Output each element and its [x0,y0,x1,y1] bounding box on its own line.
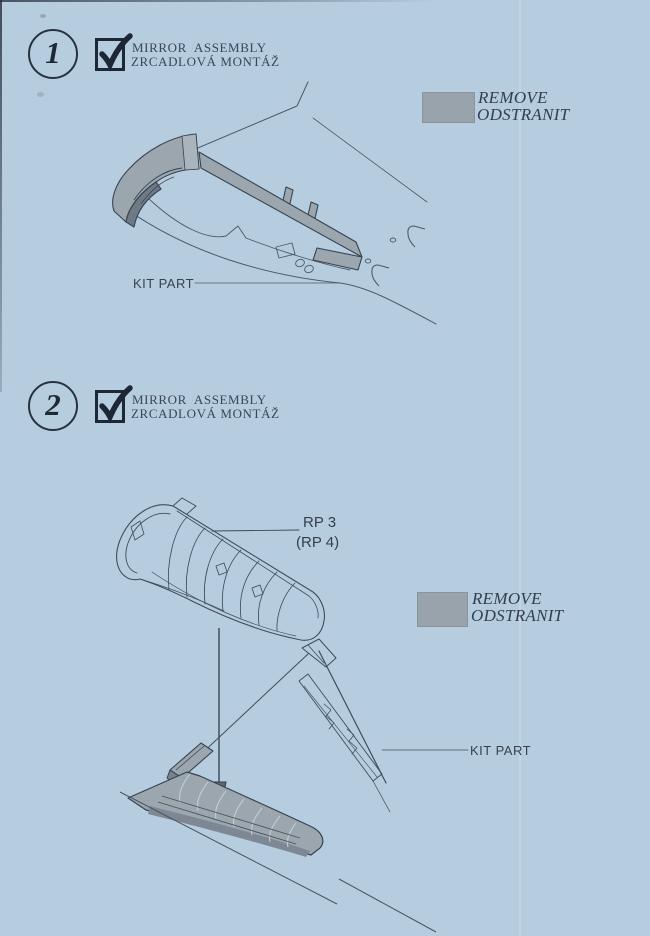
rp3-leader-line [212,530,299,531]
step-1-remove-label-cz: ODSTRANIT [477,105,570,124]
step-2-remove-label-en: REMOVE [472,589,542,608]
step-2-number: 2 [45,387,61,422]
step-1-assembly-label-cz: ZRCADLOVÁ MONTÁŽ [131,54,280,69]
step-1-checkbox [95,38,125,71]
step-2-remove-label-cz: ODSTRANIT [471,606,564,625]
step-2-kit-part-label: KIT PART [470,743,532,758]
step-2-number-badge [28,381,78,431]
check-icon [98,33,132,73]
step-2-drawing [100,480,480,936]
rp3-part [117,498,325,640]
check-icon [98,385,132,425]
step-2-assembly-label-en: MIRROR ASSEMBLY [132,392,267,407]
step-2-part-ref-primary: RP 3 [303,514,337,531]
step-1-kit-part-label: KIT PART [133,276,195,291]
scan-streak [519,0,521,936]
step-1-remove-label-en: REMOVE [478,88,548,107]
step-2-part-ref-alt: (RP 4) [296,534,340,551]
scan-speck [37,92,44,97]
step-1-drawing [100,80,445,335]
scan-edge-top [0,0,437,2]
installed-assembly [120,743,436,932]
step-1-number: 1 [45,35,61,70]
step-2-checkbox [95,390,125,423]
rp3-ribs [168,517,295,631]
step-1-number-badge [28,29,78,79]
mirror-assembly-part [113,134,362,270]
step-1-assembly-label-en: MIRROR ASSEMBLY [132,40,267,55]
step-2-assembly-label-cz: ZRCADLOVÁ MONTÁŽ [131,406,280,421]
scan-speck [40,14,46,18]
scan-edge-left [0,0,2,392]
